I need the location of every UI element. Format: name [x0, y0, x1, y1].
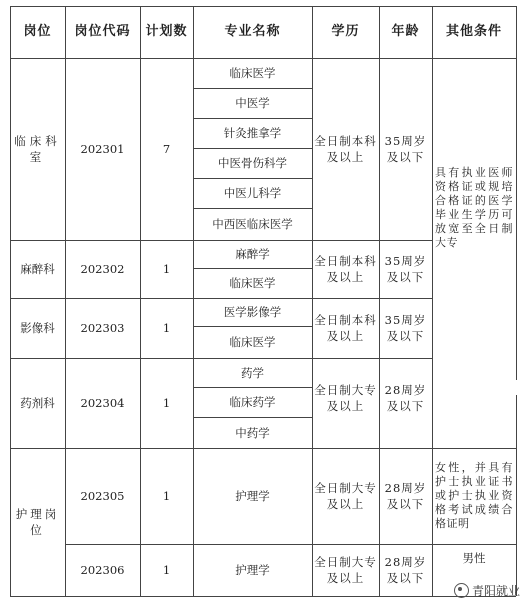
major-cell: 中医学 [235, 96, 270, 110]
code-cell: 202303 [80, 321, 125, 335]
header-post: 岗位 [23, 24, 52, 39]
major-cell: 临床药学 [229, 395, 276, 409]
major-cell: 针灸推拿学 [223, 126, 282, 140]
grid-line [516, 6, 517, 380]
header-count: 计划数 [145, 24, 188, 39]
count-cell: 1 [162, 396, 171, 410]
age-cell: 28周岁及以下 [384, 555, 427, 585]
code-cell: 202305 [80, 489, 125, 503]
education-cell: 全日制大专及以上 [314, 555, 377, 585]
major-cell: 护理学 [235, 489, 270, 503]
age-cell: 35周岁及以下 [384, 254, 427, 284]
education-cell: 全日制大专及以上 [314, 481, 377, 511]
code-cell: 202304 [80, 396, 125, 410]
post-cell: 临床科室 [14, 134, 61, 164]
code-cell: 202302 [80, 262, 125, 276]
major-cell: 中西医临床医学 [212, 217, 293, 231]
major-cell: 医学影像学 [223, 305, 282, 319]
education-cell: 全日制本科及以上 [314, 134, 377, 164]
code-cell: 202306 [80, 563, 125, 577]
major-cell: 临床医学 [229, 335, 276, 349]
grid-line [516, 395, 517, 596]
grid-line [379, 6, 380, 596]
post-cell: 护理岗位 [15, 507, 60, 537]
age-cell: 28周岁及以下 [384, 383, 427, 413]
header-education: 学历 [331, 24, 360, 39]
count-cell: 1 [162, 563, 171, 577]
count-cell: 1 [162, 489, 171, 503]
wechat-icon [454, 583, 469, 598]
major-cell: 临床医学 [229, 66, 276, 80]
major-cell: 药学 [241, 365, 264, 380]
major-cell: 护理学 [235, 563, 270, 577]
major-cell: 麻醉学 [235, 247, 270, 261]
condition-cell: 女性，并具有护士执业证书或护士执业资格考试成绩合格证明 [435, 461, 513, 530]
post-cell: 麻醉科 [20, 262, 55, 276]
age-cell: 28周岁及以下 [384, 481, 427, 511]
education-cell: 全日制本科及以上 [314, 254, 377, 284]
code-cell: 202301 [80, 142, 125, 156]
major-cell: 中医儿科学 [223, 186, 282, 200]
education-cell: 全日制大专及以上 [314, 383, 377, 413]
grid-line [10, 596, 516, 597]
major-cell: 中药学 [235, 425, 270, 440]
header-condition: 其他条件 [445, 24, 502, 39]
count-cell: 1 [162, 321, 171, 335]
shared-condition-cell: 具有执业医师资格证或规培合格证的医学毕业生学历可放宽至全日制大专 [435, 166, 513, 249]
grid-line [312, 6, 313, 596]
count-cell: 1 [162, 262, 171, 276]
header-age: 年龄 [391, 24, 420, 39]
condition-cell: 男性 [462, 551, 486, 565]
major-cell: 中医骨伤科学 [218, 156, 287, 170]
header-code: 岗位代码 [74, 24, 131, 39]
count-cell: 7 [162, 142, 171, 156]
education-cell: 全日制本科及以上 [314, 313, 377, 343]
major-cell: 临床医学 [229, 276, 276, 290]
age-cell: 35周岁及以下 [384, 134, 427, 164]
watermark [454, 582, 520, 599]
age-cell: 35周岁及以下 [384, 313, 427, 343]
header-major: 专业名称 [224, 24, 281, 39]
post-cell: 药剂科 [20, 396, 55, 410]
watermark-text: 青阳就业 [471, 584, 520, 598]
post-cell: 影像科 [20, 321, 55, 335]
